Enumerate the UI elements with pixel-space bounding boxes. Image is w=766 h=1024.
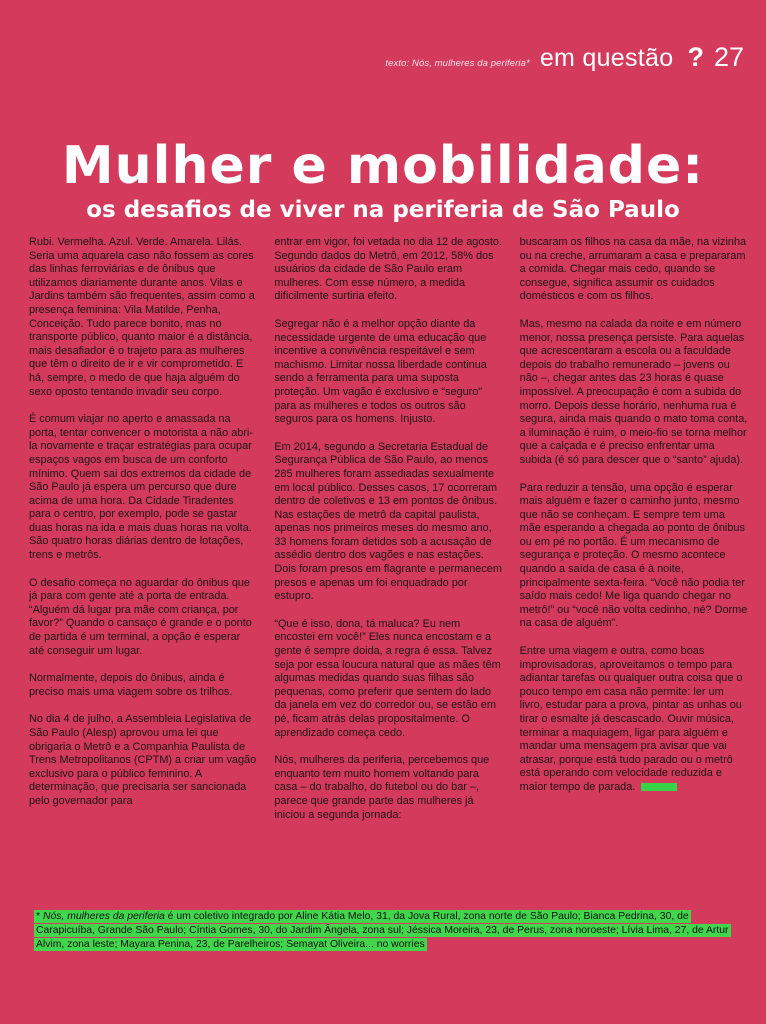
question-mark-logo: ? <box>687 42 704 72</box>
paragraph: Para reduzir a tensão, uma opção é esperar mais alguém e fazer o caminho junto, mesmo que não se conheçam. E sempre tem uma mãe esperando a chegada ao ponto de ônibus ou em pé no portão. É um mecanismo de segurança e proteção. O mesmo acontece quando a saída de casa é à noite, principalmente sexta-feira. “Você não podia ter saído mais cedo! Me liga quando chegar no metrô!” ou “você não volta cedinho, né? Dorme na casa de alguém”. <box>519 481 748 630</box>
paragraph: É comum viajar no aperto e amassada na porta, tentar convencer o motorista a não abri-la novamente e traçar estratégias para ocupar espaços vagos em busca de um conforto mínimo. Quem sai dos extremos da cidade de São Paulo já espera um percurso que dure acima de uma hora. Da Cidade Tiradentes para o centro, por exemplo, pode se gastar duas horas na ida e mais duas horas na volta. São quatro horas diárias dentro de lotações, trens e metrôs. <box>29 413 253 562</box>
paragraph: Rubi. Vermelha. Azul. Verde. Amarela. Lilás. Seria uma aquarela caso não fossem as cores das linhas ferroviárias e de ônibus que utilizamos diariamente durante anos. Vilas e Jardins também são frequentes, assim como a presença feminina: Vila Matilde, Penha, Conceição. Tudo parece bonito, mas no transporte público, quanto maior é a distância, mais desafiador é o trajeto para as mulheres que têm o direito de ir e vir comprometido. E há, sempre, o medo de que haja alguém do sexo oposto tentando invadir seu corpo. <box>29 236 255 398</box>
section-name: em questão <box>539 44 674 72</box>
column-1 <box>29 236 258 881</box>
paragraph: “Que é isso, dona, tá maluca? Eu nem encostei em você!” Eles nunca encostam e a gente é sempre doida, a regra é essa. Talvez seja por essa loucura natural que as mães têm algumas medidas quando suas filhas são pequenas, como preferir que sentem do lado da janela em vez do corredor ou, se estão em pé, ficam atrás delas propositalmente. O aprendizado começa cedo. <box>274 617 501 739</box>
paragraph: Em 2014, segundo a Secretaria Estadual de Segurança Pública de São Paulo, ao menos 285 mulheres foram assediadas sexualmente em local público. Desses casos, 17 ocorreram dentro de coletivos e 13 em pontos de ônibus. Nas estações de metrô da capital paulista, apenas nos primeiros meses do mesmo ano, 33 homens foram detidos sob a acusação de assédio dentro dos vagões e nas estações. Dois foram presos em flagrante e permanecem presos e apenas um foi enquadrado por estupro. <box>274 440 502 603</box>
collective-name: Nós, mulheres da periferia <box>42 911 165 922</box>
column-2 <box>274 236 503 881</box>
paragraph: entrar em vigor, foi vetada no dia 12 de agosto. Segundo dados do Metrô, em 2012, 58% dos usuários da cidade de São Paulo eram mulheres. Com esse número, a medida dificilmente surtiria efeito. <box>274 236 502 303</box>
last-paragraph <box>520 645 749 795</box>
paragraph: Mas, mesmo na calada da noite e em número menor, nossa presença persiste. Para aquelas que acrescentaram a escola ou a faculdade depois do trabalho remunerado – jovens ou não –, chegar antes das 23 horas é quase impossível. A preocupação é com a subida do morro. Depois desse horário, nenhuma rua é segura, ainda mais quando o mato toma conta, a iluminação é ruim, o meio-fio se torna melhor que a calçada e é preciso enfrentar uma subida (é só para descer que o “santo” ajuda). <box>519 317 748 466</box>
footnote-marker: * <box>36 911 41 922</box>
article-title: Mulher e mobilidade: <box>61 135 705 196</box>
footnote-text: é um coletivo integrado por Aline Kátia Melo, 31, da Jova Rural, zona norte de São Paulo; Bianca Pedrina, 30, de Carapicuíba, Grande São Paulo; Cíntia Gomes, 30, do Jardim Ângela, zona sul; Jéssica Moreira, 23, de Perus, zona noroeste; Lívia Lima, 27, de Artur Alvim, zona leste; Mayara Penina, 23, de Parelheiros; Semayat Oliveira... no worries <box>36 911 729 951</box>
page-number: 27 <box>713 42 744 72</box>
paragraph: No dia 4 de julho, a Assembleia Legislativa de São Paulo (Alesp) aprovou uma lei que obrigaria o Metrô e a Companhia Paulista de Trens Metropolitanos (CPTM) a criar um vagão exclusivo para o público feminino. A determinação, que precisaria ser sancionada pelo governador para <box>29 713 257 807</box>
column-3 <box>520 236 749 881</box>
paragraph-text: Entre uma viagem e outra, como boas improvisadoras, aproveitamos o tempo para adiantar tarefas ou qualquer outra coisa que o pouco tempo em casa não permite: ler um livro, estudar para a prova, pintar as unhas ou tirar o esmalte já descascado. Ouvir música, terminar a maquiagem, ligar para alguém e mandar uma mensagem pra avisar que vai atrasar, porque está tudo parado ou o metrô está operando com velocidade reduzida e maior tempo de parada. <box>519 645 743 793</box>
end-of-article-marker <box>641 783 677 791</box>
page-header <box>385 42 744 82</box>
footnote-highlight <box>34 910 731 951</box>
article-subtitle: os desafios de viver na periferia de São Paulo <box>86 197 680 224</box>
footnote <box>34 910 746 953</box>
paragraph: Nós, mulheres da periferia, percebemos que enquanto tem muito homem voltando para casa – do trabalho, do futebol ou do bar –, parece que grande parte das mulheres já iniciou a segunda jornada: <box>274 754 490 821</box>
article-body <box>29 236 749 881</box>
author-credit: texto: Nós, mulheres da periferia* <box>385 58 530 69</box>
paragraph: O desafio começa no aguardar do ônibus que já para com gente até a porta de entrada. “Alguém dá lugar pra mãe com criança, por favor?” Quando o cansaço é grande e o ponto de partida é um terminal, a opção é esperar até conseguir um lugar. <box>29 576 252 657</box>
paragraph: buscaram os filhos na casa da mãe, na vizinha ou na creche, arrumaram a casa e prepararam a comida. Chegar mais cedo, quando se consegue, significa assumir os cuidados domésticos e com os filhos. <box>519 236 747 303</box>
paragraph: Segregar não é a melhor opção diante da necessidade urgente de uma educação que incentive a convivência respeitável e sem machismo. Limitar nossa liberdade continua sendo a ferramenta para uma suposta proteção. Um vagão é exclusivo e “seguro” para as mulheres e todos os outros são seguros para os homens. Injusto. <box>274 317 487 426</box>
paragraph: Normalmente, depois do ônibus, ainda é preciso mais uma viagem sobre os trilhos. <box>29 672 233 698</box>
